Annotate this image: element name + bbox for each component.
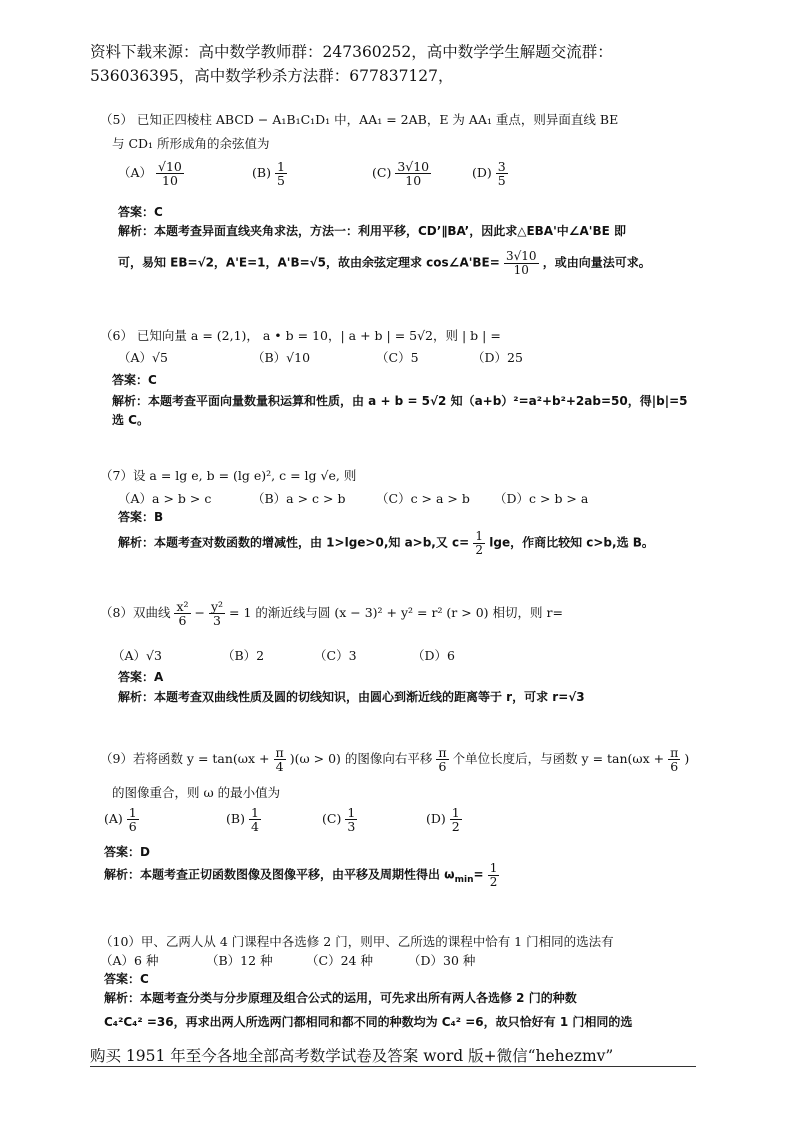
q8-fraction-x xyxy=(174,600,190,627)
q9-option-b-numerator: 1 xyxy=(250,805,259,820)
q8-fraction-x-denominator: 6 xyxy=(178,613,187,629)
footer-divider xyxy=(90,1066,696,1067)
q8-stem-text-a: （8）双曲线 xyxy=(100,605,171,621)
q6-solution-line-2: 选 C。 xyxy=(112,413,149,427)
q5-option-d-numerator: 3 xyxy=(497,159,506,174)
q9-fraction-pi4-denominator: 4 xyxy=(275,759,284,775)
q7-option-c: （C）c > a > b xyxy=(376,491,470,506)
q7-option-a: （A）a > b > c xyxy=(118,491,212,506)
q5-option-b-label: (B) xyxy=(252,165,271,181)
q5-option-a-denominator: 10 xyxy=(162,173,178,189)
q9-option-c-label: (C) xyxy=(322,811,342,827)
q5-solution-denominator: 10 xyxy=(513,262,529,277)
q8-fraction-x-numerator: x² xyxy=(176,599,189,614)
q8-fraction-y-numerator: y² xyxy=(210,599,224,614)
q5-option-c-fraction xyxy=(395,160,431,187)
q9-solution-subscript: min xyxy=(454,874,474,885)
q5-option-d-fraction xyxy=(496,160,508,187)
q7-solution-denominator: 2 xyxy=(475,542,484,557)
q8-fraction-y xyxy=(209,600,225,627)
header-line-1: 资料下载来源：高中数学教师群：247360252，高中数学学生解题交流群： xyxy=(90,43,613,61)
q9-solution-fraction xyxy=(488,862,500,888)
q7-solution-text-a: 解析：本题考查对数函数的增减性，由 1>lge>0,知 a>b,又 c= xyxy=(118,535,470,550)
header-line-2: 536036395，高中数学秒杀方法群：677837127， xyxy=(90,67,454,85)
q10-answer: 答案：C xyxy=(104,972,149,986)
q9-solution-text: 解析：本题考查正切函数图像及图像平移，由平移及周期性得出 ω xyxy=(104,867,455,882)
q9-option-d-fraction xyxy=(450,806,462,833)
q5-answer: 答案：C xyxy=(118,205,163,219)
q10-stem: （10）甲、乙两人从 4 门课程中各选修 2 门，则甲、乙所选的课程中恰有 1 门相同的选法有 xyxy=(100,934,614,949)
q9-option-c-numerator: 1 xyxy=(347,805,356,820)
q8-option-c: （C）3 xyxy=(314,648,357,663)
q9-option-b-fraction xyxy=(249,806,261,833)
q7-option-b: （B）a > c > b xyxy=(252,491,346,506)
q8-option-a: （A）√3 xyxy=(112,648,162,663)
q9-option-b-denominator: 4 xyxy=(250,819,259,835)
q7-solution-text-b: lge，作商比较知 c>b,选 B。 xyxy=(489,535,654,550)
q9-option-c xyxy=(322,806,357,833)
footer-text: 购买 1951 年至今各地全部高考数学试卷及答案 word 版+微信“hehezmv” xyxy=(90,1047,614,1065)
q9-solution-numerator: 1 xyxy=(489,861,498,875)
q5-option-b-denominator: 5 xyxy=(276,173,285,189)
q9-fraction-pi4-numerator: π xyxy=(275,745,284,760)
q8-option-b: （B）2 xyxy=(222,648,265,663)
q6-answer: 答案：C xyxy=(112,373,157,387)
q6-solution-line-1: 解析：本题考查平面向量数量积运算和性质，由 a + b = 5√2 知（a+b）²=a²+b²+2ab=50，得|b|=5 xyxy=(112,394,688,408)
q5-option-c-numerator: 3√10 xyxy=(397,159,430,174)
q5-option-c-denominator: 10 xyxy=(405,173,422,189)
q5-option-b-numerator: 1 xyxy=(276,159,285,174)
q9-option-c-denominator: 3 xyxy=(347,819,356,835)
q7-stem: （7）设 a = lg e, b = (lg e)², c = lg √e, 则 xyxy=(100,468,357,483)
q7-option-d: （D）c > b > a xyxy=(494,491,589,506)
q6-option-b: （B）√10 xyxy=(252,350,311,365)
q9-option-b xyxy=(226,806,261,833)
q5-solution-text-b: ，或由向量法可求。 xyxy=(542,255,651,270)
q8-stem xyxy=(100,600,563,627)
q9-option-d-numerator: 1 xyxy=(451,805,460,820)
q10-solution-line-1: 解析：本题考查分类与分步原理及组合公式的运用，可先求出所有两人各选修 2 门的种数 xyxy=(104,991,577,1005)
q9-stem-line-1 xyxy=(100,746,689,773)
q9-option-a-denominator: 6 xyxy=(128,819,137,835)
q9-stem-text-c: 个单位长度后，与函数 y = tan(ωx + xyxy=(452,751,665,767)
q9-option-b-label: (B) xyxy=(226,811,245,827)
q9-fraction-pi6-b xyxy=(668,746,680,773)
q7-solution xyxy=(118,530,654,556)
q5-option-d-label: (D) xyxy=(472,165,492,181)
q9-option-a-numerator: 1 xyxy=(128,805,137,820)
q5-option-c-label: (C) xyxy=(372,165,392,181)
q8-minus: − xyxy=(194,605,205,621)
q6-option-a: （A）√5 xyxy=(118,350,168,365)
q9-option-d xyxy=(426,806,462,833)
q8-option-d: （D）6 xyxy=(412,648,455,663)
q9-answer: 答案：D xyxy=(104,845,150,859)
q7-solution-numerator: 1 xyxy=(475,529,484,543)
q9-fraction-pi6-b-numerator: π xyxy=(670,745,679,760)
q9-option-a xyxy=(104,806,139,833)
q9-stem-text-a: （9）若将函数 y = tan(ωx + xyxy=(100,751,270,767)
q9-option-a-label: (A) xyxy=(104,811,123,827)
q5-option-b xyxy=(252,160,287,187)
q7-solution-fraction xyxy=(473,530,485,556)
q10-option-b: （B）12 种 xyxy=(206,953,273,968)
q9-solution-denominator: 2 xyxy=(489,874,498,889)
q5-option-a xyxy=(118,160,184,187)
q9-stem-text-d: ) xyxy=(684,751,690,767)
q9-fraction-pi6 xyxy=(436,746,448,773)
q9-fraction-pi6-b-denominator: 6 xyxy=(670,759,679,775)
q6-option-d: （D）25 xyxy=(472,350,523,365)
q8-answer: 答案：A xyxy=(118,670,164,684)
q5-solution-numerator: 3√10 xyxy=(506,249,537,263)
q5-stem-line-2: 与 CD₁ 所形成角的余弦值为 xyxy=(112,136,270,151)
q5-stem-line-1: （5） 已知正四棱柱 ABCD − A₁B₁C₁D₁ 中，AA₁ = 2AB，E 为 AA₁ 重点，则异面直线 BE xyxy=(100,112,619,127)
q5-solution-text-a: 可，易知 EB=√2，A'E=1，A'B=√5，故由余弦定理求 cos∠A'BE= xyxy=(118,255,500,270)
q9-stem-text-b: )(ω > 0) 的图像向右平移 xyxy=(289,751,433,767)
q9-option-d-denominator: 2 xyxy=(451,819,460,835)
q10-option-d: （D）30 种 xyxy=(408,953,476,968)
q9-fraction-pi6-denominator: 6 xyxy=(438,759,447,775)
q5-solution-fraction xyxy=(504,250,539,276)
q10-solution-line-2: C₄²C₄² =36，再求出两人所选两门都相同和都不同的种数均为 C₄² =6，故只恰好有 1 门相同的选 xyxy=(104,1015,633,1029)
q9-solution-equals: = xyxy=(473,867,484,882)
q6-stem: （6） 已知向量 a = (2,1)， a • b = 10，| a + b | = 5√2，则 | b | = xyxy=(100,328,501,343)
q9-fraction-pi6-numerator: π xyxy=(438,745,447,760)
q5-option-d-denominator: 5 xyxy=(497,173,506,189)
q9-stem-line-2: 的图像重合，则 ω 的最小值为 xyxy=(112,785,281,800)
q5-option-a-fraction xyxy=(156,160,184,187)
q5-solution-line-2 xyxy=(118,250,651,276)
q5-option-b-fraction xyxy=(275,160,287,187)
q8-solution: 解析：本题考查双曲线性质及圆的切线知识，由圆心到渐近线的距离等于 r，可求 r=√3 xyxy=(118,690,585,704)
q6-option-c: （C）5 xyxy=(376,350,419,365)
q9-solution xyxy=(104,862,499,888)
q5-option-a-label: （A） xyxy=(118,165,153,181)
q10-option-c: （C）24 种 xyxy=(306,953,373,968)
q9-option-d-label: (D) xyxy=(426,811,446,827)
q9-option-c-fraction xyxy=(345,806,357,833)
q8-stem-text-b: = 1 的渐近线与圆 (x − 3)² + y² = r² (r > 0) 相切，则 r= xyxy=(229,605,563,621)
q8-fraction-y-denominator: 3 xyxy=(213,613,221,629)
q9-option-a-fraction xyxy=(127,806,139,833)
q5-option-a-numerator: √10 xyxy=(158,159,182,174)
q9-fraction-pi4 xyxy=(274,746,286,773)
q5-option-c xyxy=(372,160,431,187)
q10-option-a: （A）6 种 xyxy=(100,953,159,968)
q5-solution-line-1: 解析：本题考查异面直线夹角求法，方法一：利用平移，CD’∥BA’，因此求△EBA'中∠A'BE 即 xyxy=(118,224,626,238)
q5-option-d xyxy=(472,160,508,187)
q7-answer: 答案：B xyxy=(118,510,164,524)
